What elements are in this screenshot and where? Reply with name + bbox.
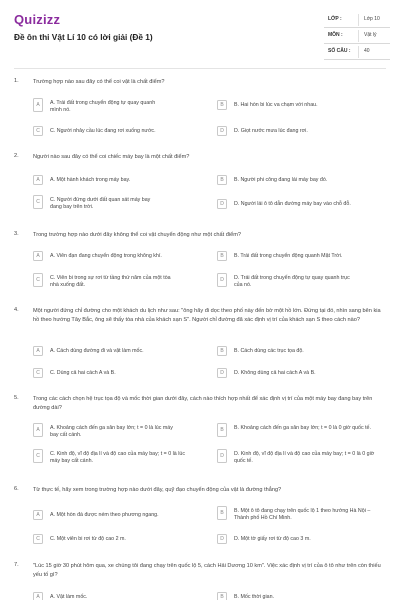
option-b[interactable] xyxy=(217,251,385,261)
option-text: A. Khoảng cách đến ga sân bay lớn; t = 0 là lúc máy bay cất cánh. xyxy=(50,424,173,438)
document-header xyxy=(0,0,400,68)
option-text: D. Giọt nước mưa lúc đang rơi. xyxy=(234,127,308,134)
question-text: Trường hợp nào sau đây có thể coi vật là chất điểm? xyxy=(33,79,165,85)
option-letter-box[interactable]: C xyxy=(33,195,43,209)
option-a[interactable] xyxy=(33,175,201,185)
question-number: 7. xyxy=(14,562,19,568)
question-number: 3. xyxy=(14,231,19,237)
option-text: A. Một hòn đá được ném theo phương ngang. xyxy=(50,511,159,518)
option-d[interactable] xyxy=(217,449,385,466)
option-c[interactable] xyxy=(33,195,201,212)
option-letter-box[interactable]: D xyxy=(217,273,227,287)
option-letter-box[interactable]: D xyxy=(217,534,227,544)
question-number: 4. xyxy=(14,307,19,313)
option-text: A. Cách dùng đường đi và vật làm mốc. xyxy=(50,347,144,354)
question-number: 6. xyxy=(14,486,19,492)
option-d[interactable] xyxy=(217,534,385,544)
document-title: Đề ôn thi Vật Lí 10 có lời giải (Đề 1) xyxy=(14,32,153,42)
option-a[interactable] xyxy=(33,423,201,440)
option-b[interactable] xyxy=(217,100,385,110)
question-text: Trong các cách chọn hệ trục tọa độ và mốc thời gian dưới đây, cách nào thích hợp nhất để xác định vị trí của một máy bay đang bay trên đường dài? xyxy=(33,396,373,411)
option-text: B. Người phi công đang lái máy bay đó. xyxy=(234,176,328,183)
option-text: B. Hai hòn bi lúc va chạm với nhau. xyxy=(234,101,318,108)
option-text: D. Kinh độ, vĩ độ địa lí và độ cao của máy bay; t = 0 là 0 giờ quốc tế. xyxy=(234,450,375,464)
option-letter-box[interactable]: C xyxy=(33,368,43,378)
option-letter-box[interactable]: B xyxy=(217,100,227,110)
option-text: B. Một ô tô đang chạy trên quốc lộ 1 theo hướng Hà Nội – Thành phố Hồ Chí Minh. xyxy=(234,507,371,521)
meta-row-question-count xyxy=(324,44,390,60)
option-b[interactable] xyxy=(217,592,385,600)
option-text: A. Trái đất trong chuyển động tự quay quanh mình nó. xyxy=(50,99,156,113)
option-text: A. Vật làm mốc. xyxy=(50,593,88,600)
option-d[interactable] xyxy=(217,368,385,378)
option-letter-box[interactable]: D xyxy=(217,449,227,463)
option-a[interactable] xyxy=(33,346,201,356)
option-text: C. Kinh độ, vĩ độ địa lí và độ cao của máy bay; t = 0 là lúc máy bay cất cánh. xyxy=(50,450,185,464)
question-2 xyxy=(14,153,386,217)
option-text: B. Trái đất trong chuyển động quanh Mặt Trời. xyxy=(234,252,343,259)
option-c[interactable] xyxy=(33,449,201,466)
option-c[interactable] xyxy=(33,368,201,378)
option-d[interactable] xyxy=(217,199,385,209)
meta-divider xyxy=(358,14,359,26)
option-text: D. Người lái ô tô dẫn đường máy bay vào chỗ đỗ. xyxy=(234,200,351,207)
option-b[interactable] xyxy=(217,175,385,185)
meta-value: Lớp 10 xyxy=(364,16,380,22)
question-6 xyxy=(14,486,386,550)
question-text: Người nào sau đây có thể coi chiếc máy bay là một chất điểm? xyxy=(33,154,190,160)
option-text: D. Một tờ giấy rơi từ độ cao 3 m. xyxy=(234,535,311,542)
question-1 xyxy=(14,78,386,140)
meta-label: SỐ CÂU : xyxy=(328,48,351,54)
option-text: C. Một viên bi rơi từ độ cao 2 m. xyxy=(50,535,126,542)
option-a[interactable] xyxy=(33,251,201,261)
option-text: C. Người đứng dưới đất quan sát máy bay đang bay trên trời. xyxy=(50,196,151,210)
quizizz-logo: Quizizz xyxy=(14,12,61,27)
option-b[interactable] xyxy=(217,346,385,356)
option-a[interactable] xyxy=(33,510,201,520)
option-b[interactable] xyxy=(217,506,385,523)
option-text: D. Không dùng cả hai cách A và B. xyxy=(234,369,316,376)
option-text: A. Viên đạn đang chuyển động trong không khí. xyxy=(50,252,162,259)
option-letter-box[interactable]: C xyxy=(33,126,43,136)
option-letter-box[interactable]: C xyxy=(33,449,43,463)
option-text: B. Cách dùng các trục tọa độ. xyxy=(234,347,304,354)
option-letter-box[interactable]: B xyxy=(217,423,227,437)
option-letter-box[interactable]: A xyxy=(33,251,43,261)
option-letter-box[interactable]: B xyxy=(217,592,227,600)
option-letter-box[interactable]: C xyxy=(33,273,43,287)
header-divider xyxy=(14,68,386,69)
question-text: Một người đứng chỉ đường cho một khách du lịch như sau: "ông hãy đi dọc theo phố này đến bờ một hồ lớn. Đứng tại đó, nhìn sang bên kia hồ theo hướng Tây Bắc, ông sẽ thấy tòa nhà của khách sạn S". Người chỉ đường đã xác định vị trí của khách sạn S theo cách nào? xyxy=(33,308,381,323)
option-c[interactable] xyxy=(33,126,201,136)
meta-value: Vật lý xyxy=(364,32,377,38)
option-c[interactable] xyxy=(33,534,201,544)
meta-row-class xyxy=(324,12,390,28)
question-4 xyxy=(14,307,386,383)
meta-value: 40 xyxy=(364,48,370,54)
question-number: 1. xyxy=(14,78,19,84)
option-letter-box[interactable]: A xyxy=(33,98,43,112)
meta-table xyxy=(324,12,390,60)
question-7 xyxy=(14,562,386,600)
option-text: C. Dùng cả hai cách A và B. xyxy=(50,369,116,376)
option-letter-box[interactable]: D xyxy=(217,126,227,136)
question-text: Từ thực tế, hãy xem trong trường hợp nào dưới đây, quỹ đạo chuyển động của vật là đường thẳng? xyxy=(33,487,282,493)
option-d[interactable] xyxy=(217,273,385,290)
option-a[interactable] xyxy=(33,592,201,600)
option-text: B. Khoảng cách đến ga sân bay lớn; t = 0 là 0 giờ quốc tế. xyxy=(234,424,371,431)
option-letter-box[interactable]: D xyxy=(217,368,227,378)
meta-divider xyxy=(358,30,359,42)
meta-row-subject xyxy=(324,28,390,44)
option-letter-box[interactable]: B xyxy=(217,251,227,261)
question-text: Trong trường hợp nào dưới đây không thể coi vật chuyển động như một chất điểm? xyxy=(33,232,241,238)
option-letter-box[interactable]: A xyxy=(33,346,43,356)
option-letter-box[interactable]: C xyxy=(33,534,43,544)
meta-label: MÔN : xyxy=(328,32,343,38)
option-letter-box[interactable]: B xyxy=(217,346,227,356)
option-a[interactable] xyxy=(33,98,201,115)
option-letter-box[interactable]: D xyxy=(217,199,227,209)
option-text: B. Mốc thời gian. xyxy=(234,593,274,600)
question-number: 5. xyxy=(14,395,19,401)
option-letter-box[interactable]: A xyxy=(33,175,43,185)
option-text: D. Trái đất trong chuyển động tự quay quanh trục của nó. xyxy=(234,274,350,288)
option-letter-box[interactable]: A xyxy=(33,423,43,437)
option-letter-box[interactable]: A xyxy=(33,592,43,600)
question-number: 2. xyxy=(14,153,19,159)
option-text: A. Một hành khách trong máy bay. xyxy=(50,176,131,183)
question-5 xyxy=(14,395,386,475)
option-d[interactable] xyxy=(217,126,385,136)
option-letter-box[interactable]: B xyxy=(217,175,227,185)
meta-label: LỚP : xyxy=(328,16,342,22)
option-letter-box[interactable]: B xyxy=(217,506,227,520)
option-text: C. Viên bi trong sự rơi từ tầng thứ năm của một tòa nhà xuống đất. xyxy=(50,274,171,288)
option-b[interactable] xyxy=(217,423,385,437)
question-3 xyxy=(14,231,386,295)
meta-divider xyxy=(358,46,359,58)
option-text: C. Người nhảy cầu lúc đang rơi xuống nước. xyxy=(50,127,156,134)
question-text: "Lúc 15 giờ 30 phút hôm qua, xe chúng tôi đang chạy trên quốc lộ 5, cách Hải Dương 10 km". Việc xác định vị trí của ô tô như trên còn thiếu yếu tố gì? xyxy=(33,563,381,578)
option-c[interactable] xyxy=(33,273,201,290)
option-letter-box[interactable]: A xyxy=(33,510,43,520)
